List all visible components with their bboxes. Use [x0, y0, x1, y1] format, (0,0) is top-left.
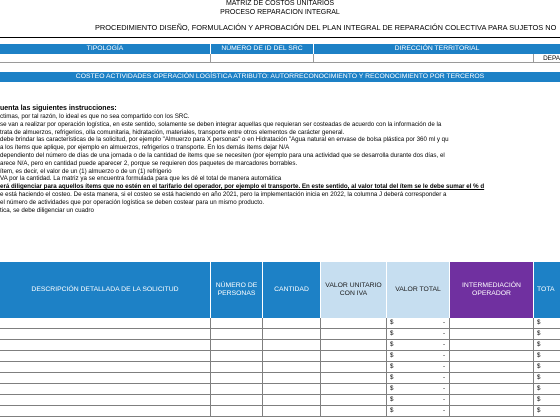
grand-total-cell[interactable] [534, 384, 560, 395]
zero-value: - [442, 363, 445, 370]
total-value-cell[interactable] [387, 406, 450, 417]
total-value-cell[interactable] [387, 340, 450, 351]
unit-value-cell[interactable] [321, 362, 387, 373]
currency-symbol: $ [390, 363, 394, 370]
instruction-line: trata de almuerzos, refrigerios, olla comunitaria, hidratación, materiales, transporte entre otros elementos de carácter general. [0, 128, 345, 136]
intermediation-cell[interactable] [450, 395, 534, 406]
table-row [0, 373, 560, 384]
unit-value-cell[interactable] [321, 395, 387, 406]
quantity-cell[interactable] [263, 395, 321, 406]
quantity-column-header: CANTIDAD [263, 262, 321, 318]
instructions-block [0, 104, 560, 214]
unit-value-cell[interactable] [321, 384, 387, 395]
currency-symbol: $ [537, 374, 541, 381]
quantity-cell[interactable] [263, 373, 321, 384]
tipologia-header: TIPOLOGÍA [0, 44, 211, 54]
zero-value: - [442, 385, 445, 392]
description-cell[interactable] [0, 373, 211, 384]
total-value-cell[interactable] [387, 318, 450, 329]
currency-symbol: $ [390, 330, 394, 337]
total-value-cell[interactable] [387, 351, 450, 362]
currency-symbol: $ [537, 385, 541, 392]
quantity-cell[interactable] [263, 318, 321, 329]
quantity-cell[interactable] [263, 329, 321, 340]
quantity-cell[interactable] [263, 362, 321, 373]
unit-value-cell[interactable] [321, 373, 387, 384]
instruction-line: se van a realizar por operación logística, en este sentido, solamente se deben integrar aquellas que requieran ser costeadas de acuerdo con la información de la [0, 120, 442, 128]
persons-cell[interactable] [211, 329, 263, 340]
zero-value: - [442, 407, 445, 414]
instruction-line: debe brindar las características de la solicitud, por ejemplo "Almuerzo para X personas" o en Hidratación "Agua natural en envase de bolsa plástica por 360 ml y qu [0, 136, 449, 144]
grand-total-cell[interactable] [534, 373, 560, 384]
currency-symbol: $ [537, 341, 541, 348]
quantity-cell[interactable] [263, 351, 321, 362]
table-row [0, 362, 560, 373]
zero-value: - [442, 341, 445, 348]
description-cell[interactable] [0, 340, 211, 351]
total-value-cell[interactable] [387, 373, 450, 384]
unit-value-column-header: VALOR UNITARIO CON IVA [321, 262, 387, 318]
intermediation-cell[interactable] [450, 384, 534, 395]
unit-value-cell[interactable] [321, 406, 387, 417]
instruction-line: VA por la cantidad. La matriz ya se encuentra formulada para que les dé el total de manera automática [0, 175, 282, 183]
identification-input-row [0, 54, 560, 63]
grand-total-cell[interactable] [534, 340, 560, 351]
zero-value: - [442, 352, 445, 359]
procedure-title: PROCEDIMIENTO DISEÑO, FORMULACIÓN Y APROBACIÓN DEL PLAN INTEGRAL DE REPARACIÓN COLECTIVA PARA SUJETOS NO [0, 18, 560, 38]
grand-total-cell[interactable] [534, 362, 560, 373]
table-row [0, 340, 560, 351]
unit-value-cell[interactable] [321, 340, 387, 351]
persons-cell[interactable] [211, 362, 263, 373]
zero-value: - [442, 396, 445, 403]
zero-value: - [442, 374, 445, 381]
instruction-line: el número de actividades que por operación logística se deben costear para un mismo producto. [0, 198, 265, 206]
currency-symbol: $ [390, 319, 394, 326]
currency-symbol: $ [390, 374, 394, 381]
cost-table [0, 262, 560, 420]
intermediation-cell[interactable] [450, 362, 534, 373]
tipologia-cell[interactable] [0, 54, 211, 63]
currency-symbol: $ [537, 319, 541, 326]
zero-value: - [442, 319, 445, 326]
instruction-line: dependiento del número de días de una jornada o de la cantidad de ítems que se necesiten (por ejemplo para una actividad que se desarrolla durante dos días, el [0, 151, 445, 159]
grand-total-cell[interactable] [534, 318, 560, 329]
currency-symbol: $ [537, 407, 541, 414]
src-id-cell[interactable] [211, 54, 314, 63]
total-value-cell[interactable] [387, 329, 450, 340]
persons-cell[interactable] [211, 351, 263, 362]
table-row [0, 384, 560, 395]
zero-value: - [442, 330, 445, 337]
grand-total-cell[interactable] [534, 395, 560, 406]
src-id-header: NÚMERO DE ID DEL SRC [211, 44, 314, 54]
table-row [0, 351, 560, 362]
persons-column-header: NÚMERO DE PERSONAS [211, 262, 263, 318]
description-column-header: DESCRIPCIÓN DETALLADA DE LA SOLICITUD [0, 262, 211, 318]
description-cell[interactable] [0, 384, 211, 395]
currency-symbol: $ [390, 396, 394, 403]
currency-symbol: $ [390, 385, 394, 392]
currency-symbol: $ [390, 407, 394, 414]
quantity-cell[interactable] [263, 340, 321, 351]
territorial-direction-header: DIRECCIÓN TERRITORIAL [394, 45, 480, 52]
persons-cell[interactable] [211, 340, 263, 351]
table-row [0, 395, 560, 406]
grand-total-cell[interactable] [534, 329, 560, 340]
grand-total-column-header: TOTA [534, 262, 560, 318]
description-cell[interactable] [0, 329, 211, 340]
unit-value-cell[interactable] [321, 351, 387, 362]
description-cell[interactable] [0, 318, 211, 329]
intermediation-cell[interactable] [450, 318, 534, 329]
intermediation-cell[interactable] [450, 373, 534, 384]
currency-symbol: $ [390, 341, 394, 348]
instruction-line: e está haciendo el costeo. De esta manera, si el costeo se está haciendo en año 2021, pero la implementación inicia en 2022, la columna J deberá corresponder a [0, 190, 447, 198]
description-cell[interactable] [0, 395, 211, 406]
quantity-cell[interactable] [263, 384, 321, 395]
description-cell[interactable] [0, 362, 211, 373]
unit-value-cell[interactable] [321, 318, 387, 329]
intermediation-cell[interactable] [450, 351, 534, 362]
instruction-line: ítem, es decir, el valor de un (1) almuerzo o de un (1) refrigerio [0, 167, 172, 175]
persons-cell[interactable] [211, 395, 263, 406]
instruction-line: tica, se debe diligenciar un cuadro [0, 206, 94, 214]
grand-total-cell[interactable] [534, 406, 560, 417]
total-value-column-header: VALOR TOTAL [387, 262, 450, 318]
total-value-cell[interactable] [387, 384, 450, 395]
costeo-banner: COSTEO ACTIVIDADES OPERACIÓN LOGÍSTICA ATRIBUTO: AUTORRECONOCIMIENTO Y RECONOCIMIENTO POR TERCEROS [0, 72, 560, 82]
instruction-line-emphasis: erá diligenciar para aquellos ítems que no estén en el tarifario del operador, por ejemplo el transporte. En este sentido, al valor total del ítem se le debe sumar el % d [0, 183, 485, 191]
currency-symbol: $ [537, 352, 541, 359]
description-cell[interactable] [0, 406, 211, 417]
instruction-line: arece N/A, pero en cantidad puede aparecer 2, porque se requieren dos paquetes de marcadores borrables. [0, 159, 298, 167]
intermediation-cell[interactable] [450, 329, 534, 340]
matrix-title-text: MATRIZ DE COSTOS UNITARIOS [202, 0, 358, 8]
table-row [0, 406, 560, 417]
quantity-cell[interactable] [263, 406, 321, 417]
instruction-line: a los ítems que aplique, por ejemplo en almuerzos, refrigerios o transporte. En los demás ítems dejar N/A [0, 144, 290, 152]
intermediation-cell[interactable] [450, 340, 534, 351]
identification-header-row [0, 44, 560, 54]
currency-symbol: $ [537, 396, 541, 403]
persons-cell[interactable] [211, 384, 263, 395]
persons-cell[interactable] [211, 406, 263, 417]
currency-symbol: $ [390, 352, 394, 359]
persons-cell[interactable] [211, 373, 263, 384]
instructions-title: uenta las siguientes instrucciones: [0, 105, 117, 112]
department-cell[interactable]: DEPA [543, 55, 560, 62]
unit-value-cell[interactable] [321, 329, 387, 340]
total-value-cell[interactable] [387, 362, 450, 373]
currency-symbol: $ [537, 330, 541, 337]
table-row [0, 318, 560, 329]
instruction-line: ctimas, por tal razón, lo ideal es que no sea compartido con los SRC. [0, 113, 190, 120]
matrix-title [0, 0, 560, 8]
intermediation-cell[interactable] [450, 406, 534, 417]
currency-symbol: $ [537, 363, 541, 370]
grand-total-cell[interactable] [534, 351, 560, 362]
process-title: PROCESO REPARACIÓN INTEGRAL [220, 9, 340, 16]
persons-cell[interactable] [211, 318, 263, 329]
total-value-cell[interactable] [387, 395, 450, 406]
description-cell[interactable] [0, 351, 211, 362]
operator-intermediation-column-header: INTERMEDIACIÓN OPERADOR [450, 262, 534, 318]
territorial-direction-cell[interactable] [314, 54, 534, 63]
table-row [0, 329, 560, 340]
